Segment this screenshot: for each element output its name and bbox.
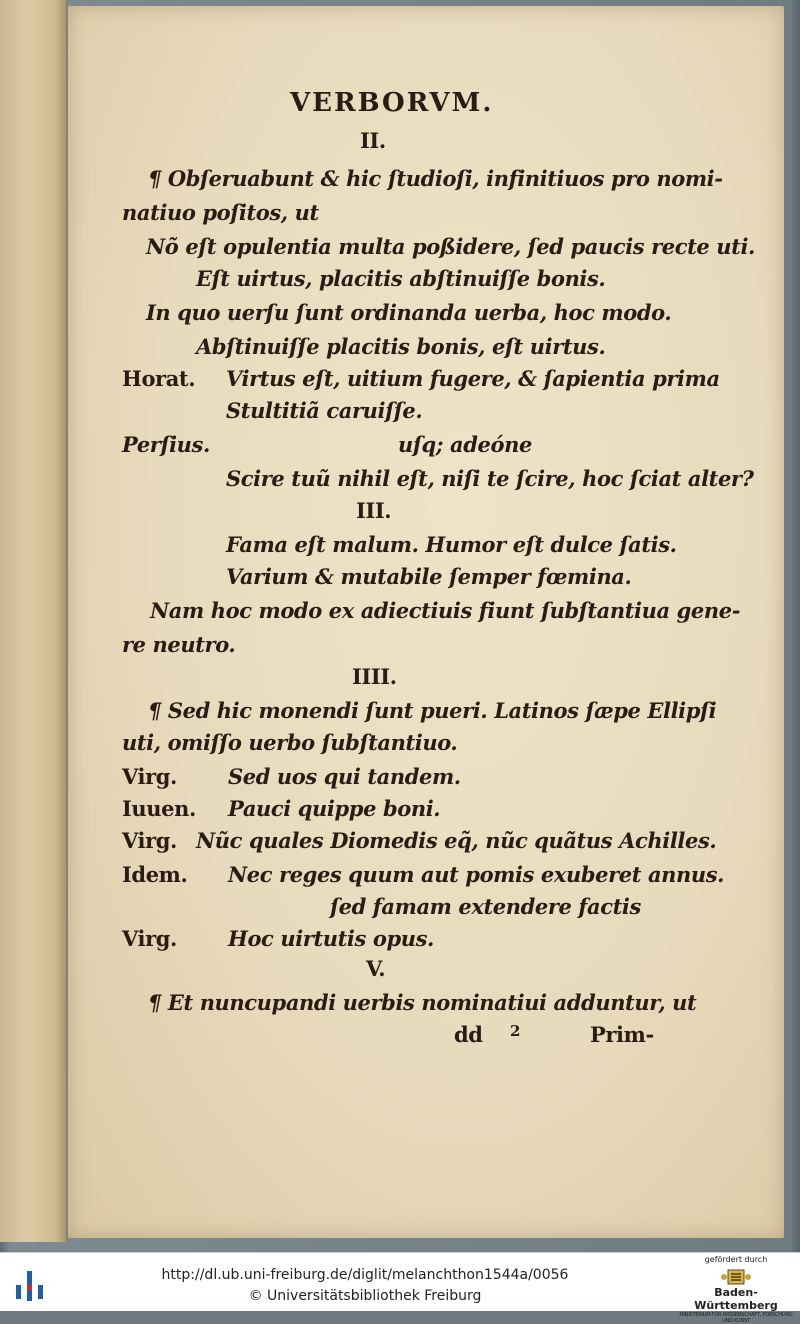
text-line: In quo uerſu ſunt ordinanda uerba, hoc modo. (146, 300, 672, 325)
text-line: Nam hoc modo ex adiectiuis fiunt ſubſtantiua gene- (150, 598, 741, 623)
quote-line: Sed uos qui tandem. (228, 764, 461, 789)
text-line: ¶ Obſeruabunt & hic ſtudioſi, infinitiuos pro nomi- (148, 166, 723, 191)
quote-line: Nũc quales Diomedis eq̃, nũc quãtus Achilles. (196, 828, 717, 853)
quote-line: Nec reges quum aut pomis exuberet annus. (228, 862, 725, 887)
text-line: natiuo poſitos, ut (122, 200, 319, 225)
author-label: Horat. (122, 366, 196, 391)
sponsor-ministry: MINISTERIUM FÜR WISSENSCHAFT, FORSCHUNG UND KUNST (679, 1312, 793, 1324)
author-label: Virg. (122, 764, 177, 789)
left-page-edge (0, 0, 67, 1242)
baden-wuerttemberg-crest-icon (720, 1267, 752, 1287)
quote-line: Virtus eſt, uitium fugere, & ſapientia prima (226, 366, 720, 391)
section-number-5: V. (366, 956, 386, 981)
section-number-4: IIII. (352, 664, 397, 689)
text-line: Varium & mutabile ſemper fœmina. (226, 564, 632, 589)
text-line: ſed famam extendere factis (330, 894, 641, 919)
author-label: Perſius. (122, 432, 210, 457)
signature-mark: dd (454, 1022, 483, 1047)
text-line: ¶ Et nuncupandi uerbis nominatiui adduntur, ut (148, 990, 697, 1015)
viewer-footer (0, 1252, 800, 1324)
author-label: Virg. (122, 828, 177, 853)
text-line: re neutro. (122, 632, 236, 657)
text-line: uti, omiſſo uerbo ſubſtantiuo. (122, 730, 458, 755)
running-head: VERBORVM. (290, 88, 494, 118)
text-line: ¶ Sed hic monendi ſunt pueri. Latinos ſæpe Ellipſi (148, 698, 717, 723)
sponsor-name: Baden-Württemberg (694, 1286, 778, 1312)
text-line: uſq; adeóne (398, 432, 532, 457)
author-label: Idem. (122, 862, 188, 887)
copyright-text: © Universitätsbibliothek Freiburg (248, 1288, 482, 1304)
text-line: Nõ eſt opulentia multa poßidere, ſed paucis recte uti. (146, 234, 755, 259)
section-number-2: II. (360, 128, 386, 153)
text-line: Eſt uirtus, placitis abſtinuiſſe bonis. (196, 266, 606, 291)
text-line: Fama eſt malum. Humor eſt dulce ſatis. (226, 532, 677, 557)
signature-number: 2 (510, 1022, 521, 1040)
catchword: Prim- (590, 1022, 654, 1047)
sponsor-block (676, 1255, 796, 1324)
text-line: Scire tuũ nihil eſt, niſi te ſcire, hoc ſciat alter? (226, 466, 754, 491)
author-label: Iuuen. (122, 796, 196, 821)
quote-line: Hoc uirtutis opus. (228, 926, 434, 951)
sponsor-label: gefördert durch (704, 1255, 768, 1264)
text-line: Stultitiã caruiſſe. (226, 398, 423, 423)
quote-line: Pauci quippe boni. (228, 796, 441, 821)
permalink-url[interactable]: http://dl.ub.uni-freiburg.de/diglit/melanchthon1544a/0056 (161, 1267, 569, 1283)
section-number-3: III. (356, 498, 392, 523)
text-line: Abſtinuiſſe placitis bonis, eſt uirtus. (196, 334, 606, 359)
author-label: Virg. (122, 926, 177, 951)
